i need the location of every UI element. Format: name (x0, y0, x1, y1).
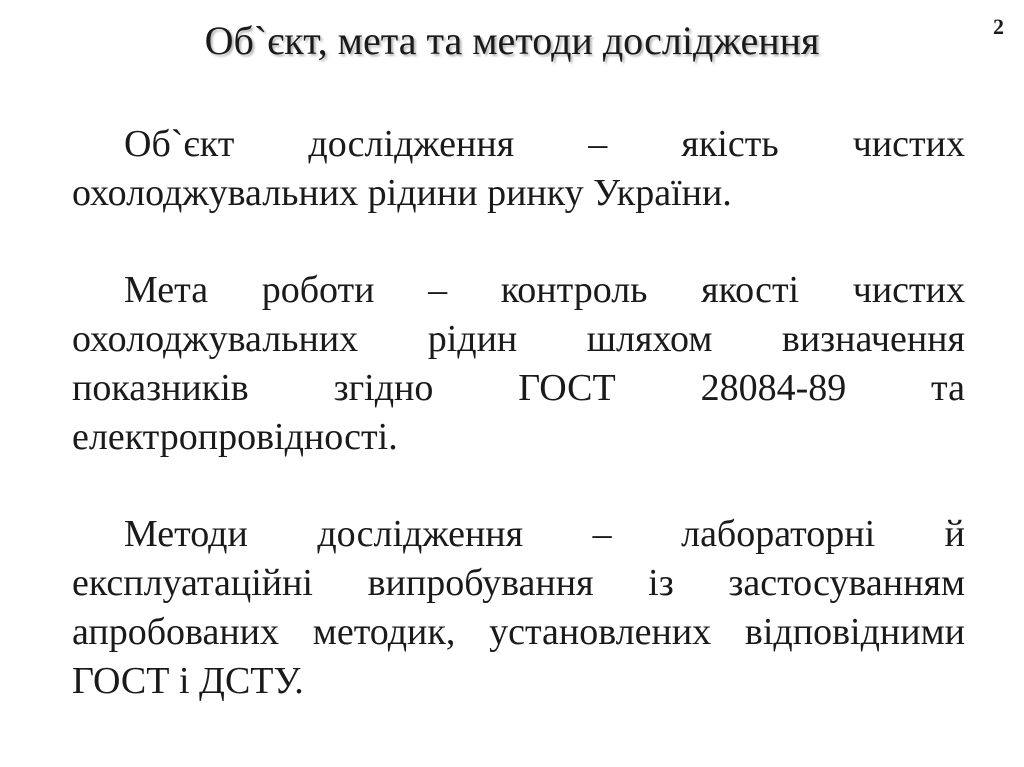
paragraph-methods: Методи дослідження – лабораторні й експлуатаційні випробування із застосуванням апробованих методик, установлених відповідними ГОСТ і ДСТУ. (72, 513, 965, 702)
paragraph-goal: Мета роботи – контроль якості чистих охолоджувальних рідин шляхом визначення показників згідно ГОСТ 28084-89 та електропровідності. (72, 269, 965, 458)
paragraph-object: Об`єкт дослідження – якість чистих охолоджувальних рідини ринку України. (72, 123, 965, 214)
slide-title: Об`єкт, мета та методи дослідження (204, 18, 820, 63)
page-number: 2 (993, 14, 1004, 39)
slide-body (72, 120, 965, 754)
